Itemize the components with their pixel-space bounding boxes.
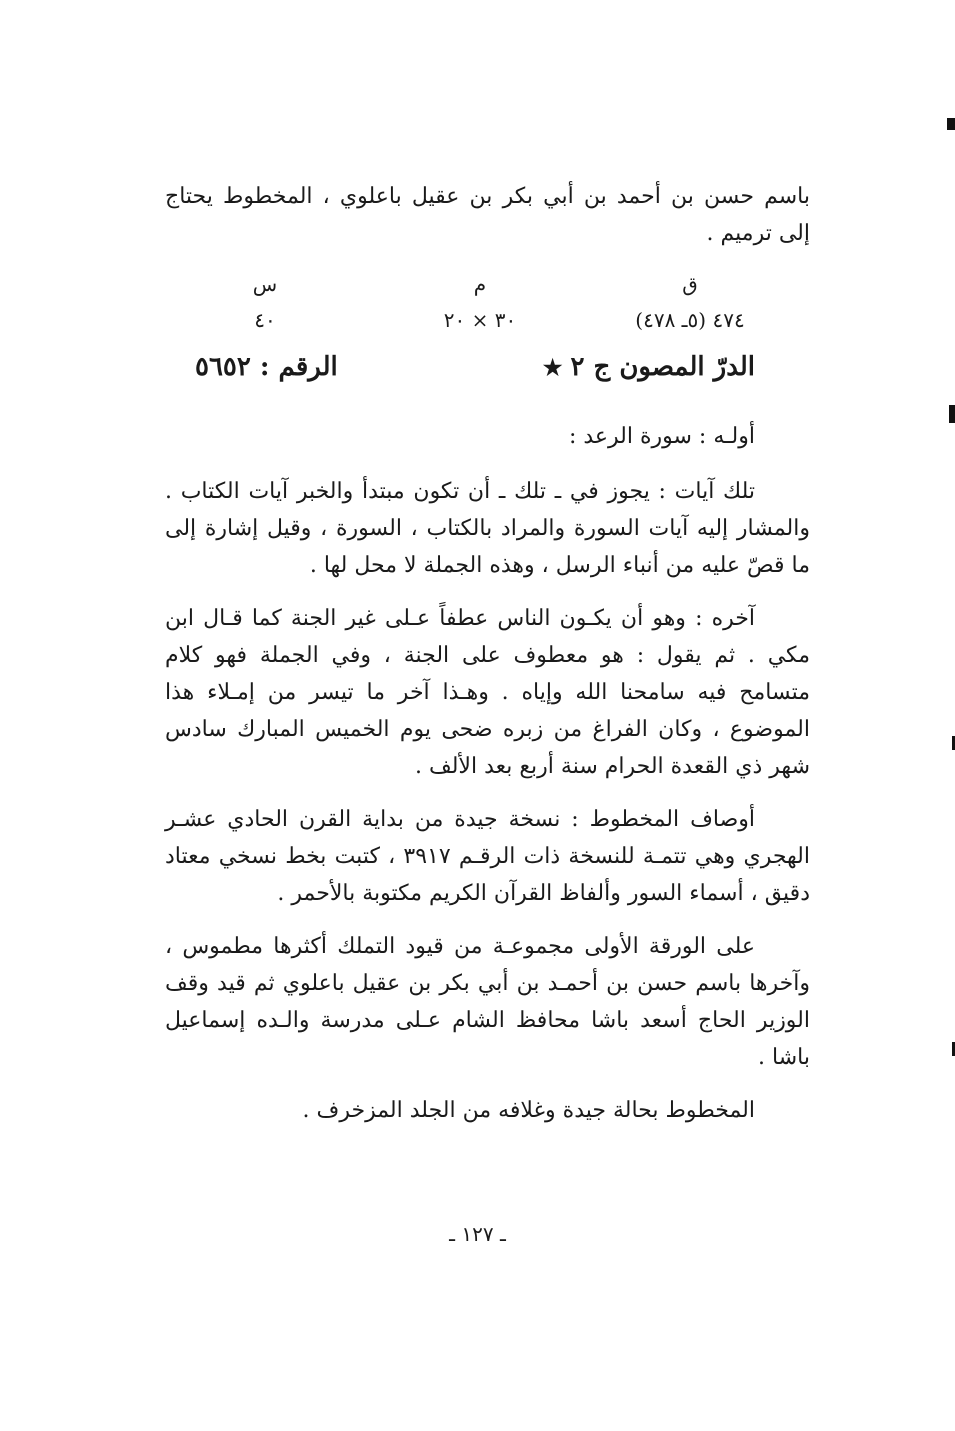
lines-column [225,266,305,338]
ownership-paragraph: على الورقة الأولى مجموعـة من قيود التملك أكثرها مطموس ، وآخرها باسم حسن بن أحمـد بن أبي بكر بن عقيل باعلوي ثم قيد وقف الوزير الحاج أسعد باشا محافظ الشام عـلى مدرسة والـده إسماعيل باشا . [165,934,810,1070]
folios-value: ٤٧٤ (٥ـ ٤٧٨) [635,308,745,332]
intro-paragraph: باسم حسن بن أحمد بن أبي بكر بن عقيل باعلوي ، المخطوط يحتاج إلى ترميم . [165,184,810,246]
entry-heading [165,352,810,408]
description-paragraph: أوصاف المخطوط : نسخة جيدة من بداية القرن الحادي عشـر الهجري وهي تتمـة للنسخة ذات الرقـم ٣٩١٧ ، كتبت بخط نسخي معتاد دقيق ، أسماء السور وألفاظ القرآن الكريم مكتوبة بالأحمر . [165,807,810,906]
page-number: ـ ١٢٧ ـ [449,1222,506,1246]
lines-label: س [252,272,278,296]
ending-text-paragraph: آخره : وهو أن يكـون الناس عطفاً عـلى غير الجنة كما قـال ابن مكي . ثم يقول : هو معطوف على الجنة ، وفي الجملة فهو كلام متسامح فيه سامحنا الله وإياه . وهـذا آخر ما تيسر من إمـلاء هذا الموضوع ، وكان الفراغ من زبره ضحى يوم الخميس المبارك سادس شهر ذي القعدة الحرام سنة أربع بعد الألف . [165,606,810,779]
star-icon: ★ [542,355,563,381]
condition-paragraph: المخطوط بحالة جيدة وغلافه من الجلد المزخرف . [302,1098,755,1123]
folios-label: ق [682,272,698,296]
entry-title-text: الدرّ المصون ج ٢ [570,352,755,382]
document-page [165,178,810,1145]
entry-title [543,352,755,382]
manuscript-metadata [165,266,810,346]
folios-column [590,266,790,338]
scan-edge-mark [947,118,955,130]
dimensions-column [400,266,560,338]
scan-edge-mark [949,405,955,423]
dimensions-value: ٣٠ × ٢٠ [443,308,517,332]
opening-line: أولـه : سورة الرعد : [568,424,755,449]
opening-text-paragraph: تلك آيات : يجوز في ـ تلك ـ أن تكون مبتدأ والخبر آيات الكتاب . والمشار إليه آيات السورة والمراد بالكتاب ، السورة ، وقيل إشارة إلى ما قصّ عليه من أنباء الرسل ، وهذه الجملة لا محل لها . [165,479,810,578]
dimensions-label: م [473,272,487,296]
lines-value: ٤٠ [254,308,276,332]
entry-number: الرقم : ٥٦٥٢ [195,352,338,382]
